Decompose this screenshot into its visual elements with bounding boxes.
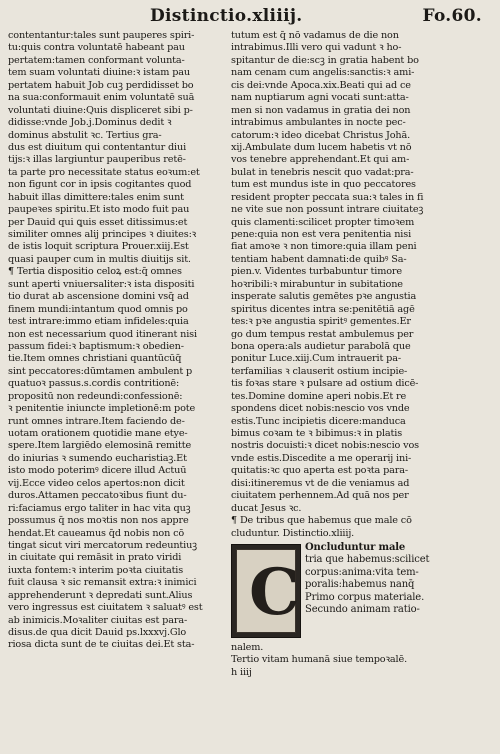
text-line: tio durat ab ascensione domini vsq̄ ad <box>8 291 189 303</box>
text-line: tria que habemus:scilicet <box>305 554 430 566</box>
text-line: go dum tempus restat ambulemus per <box>231 328 414 340</box>
text-line: fuit clausa ꝛ sic remansit extra:ꝛ inimici <box>8 577 197 589</box>
right-column <box>231 30 447 679</box>
text-line: dus est diuitum qui contentantur diui <box>8 141 187 153</box>
text-line: uotam orationem quotidie mane etye- <box>8 428 188 439</box>
text-line: quatuoꝛ passus.s.cordis contritionē: <box>8 378 180 390</box>
section-heading: Distinctio.xliiij. <box>150 6 303 26</box>
text-line: catorum:ꝛ ideo dicebat Christus Johā. <box>231 129 411 141</box>
text-line: contentantur:tales sunt pauperes spiri- <box>8 30 195 41</box>
text-line: resident propter peccata sua:ꝛ tales in fi <box>231 191 424 203</box>
text-line: hoꝛribili:ꝛ mirabuntur in subitatione <box>231 278 403 290</box>
text-line: disi:itineremus vt de die veniamus ad <box>231 477 410 489</box>
text-line: per Dauid qui ꝗuis esset ditissimus:et <box>8 216 188 228</box>
text-line: non figunt cor in ipsis cogitantes quod <box>8 179 192 191</box>
text-line: nalem. <box>231 641 264 653</box>
text-line: bulat in tenebris nescit quo vadat:pra- <box>231 166 414 178</box>
text-line: nam cenam cum angelis:sanctis:ꝛ ami- <box>231 67 415 79</box>
text-line: similiter omnes alij principes ꝛ diuites:ꝛ <box>8 229 197 240</box>
text-line: men si non vadamus in gratia dei non <box>231 104 411 116</box>
text-line: tentiam habent damnati:de quibꝰ Sa- <box>231 253 407 265</box>
text-line: cis dei:vnde Apoca.xix.Beati qui ad ce <box>231 79 411 91</box>
text-line: ¶ De tribus que habemus que male cō <box>231 515 412 527</box>
text-line: tem suam voluntati diuine:ꝛ istam pau <box>8 67 190 79</box>
woodcut-adjacent-text <box>305 542 447 617</box>
text-line: tum est mundus iste in quo peccatores <box>231 179 416 191</box>
text-line: ducat Jesus ꝛc. <box>231 502 302 514</box>
text-line: h iiij <box>231 666 252 678</box>
text-line: bimus coꝛam te ꝛ bibimus:ꝛ in platis <box>231 428 403 439</box>
text-line: ab inimicis.Moꝛaliter ciuitas est para- <box>8 614 188 626</box>
text-line: hendat.Et caueamus q̄d nobis non cō <box>8 527 185 539</box>
text-line: xij.Ambulate dum lucem habetis vt nō <box>231 141 412 153</box>
text-line: Primo corpus materiale. <box>305 591 425 603</box>
text-line: possumus q̄ nos moꝛtis non nos appre <box>8 515 189 527</box>
text-line: estis.Tunc incipietis dicere:manduca <box>231 415 406 427</box>
text-line: in ciuitate qui remāsit in prato viridi <box>8 552 182 564</box>
text-line: tijs:ꝛ illas largiuntur pauperibus retē- <box>8 154 186 166</box>
text-line: finem mundi:intantum quod omnis po <box>8 303 188 315</box>
text-line: vero ingressus est ciuitatem ꝛ saluatꝰ est <box>8 602 203 614</box>
text-line: pien.v. Videntes turbabuntur timore <box>231 266 402 278</box>
chapter-opening-line: Oncluduntur male <box>305 541 406 553</box>
text-line: disus.de qua dicit Dauid ps.lxxxvj.Glo <box>8 627 187 638</box>
text-line: terfamilias ꝛ clauserit ostium incipie- <box>231 365 408 377</box>
text-line: intrabimus.Illi vero qui vadunt ꝛ ho- <box>231 42 402 54</box>
text-line: cluduntur. Distinctio.xliiij. <box>231 527 355 539</box>
text-line: ri:faciamus ergo taliter in hac vita quꝫ <box>8 502 191 514</box>
text-line: propositū non redeundi:confessionē: <box>8 390 183 402</box>
text-line: spiritus dicentes intra se:penitētiā agē <box>231 303 415 315</box>
woodcut-initial-image <box>231 544 301 638</box>
text-line: pene:quia non est vera penitentia nisi <box>231 229 412 240</box>
text-line: corpus:anima:vita tem- <box>305 566 419 578</box>
text-line: do iniurias ꝛ sumendo eucharistiaꝫ.Et <box>8 452 187 464</box>
text-line: ta parte pro necessitate status eoꝛum:et <box>8 166 200 178</box>
text-line: runt omnes intrare.Item faciendo de- <box>8 415 185 427</box>
text-line: ne vite sue non possunt intrare ciuitateꝫ <box>231 204 424 216</box>
text-line: didisse:vnde Job.j.Dominus dedit ꝛ <box>8 117 172 129</box>
text-line: iuxta fontem:ꝛ interim poꝛta ciuitatis <box>8 564 184 576</box>
text-line: tie.Item omnes christiani quantūcūq̄ <box>8 353 182 365</box>
text-line: tis foꝛas stare ꝛ pulsare ad ostium dicē- <box>231 378 419 390</box>
text-line: passum fidei:ꝛ baptismum:ꝛ obedien- <box>8 340 184 352</box>
text-line: ¶ Tertia dispositio celoꝝ est:q̄ omnes <box>8 266 182 278</box>
text-line: test intrare:immo etiam infideles:quia <box>8 316 189 328</box>
text-line: dominus abstulit ꝛc. Tertius gra- <box>8 129 162 141</box>
text-line: vnde estis.Discedite a me operarij ini- <box>231 452 412 464</box>
text-line: vij.Ecce video celos apertos:non dicit <box>8 477 185 489</box>
text-line: quis clamenti:scilicet propter timoꝛem <box>231 216 415 228</box>
text-line: paupeꝛes spiritu.Et isto modo fuit pau <box>8 204 190 216</box>
running-head <box>150 6 482 30</box>
text-line: sunt aperti vniuersaliter:ꝛ ista dispositi <box>8 278 195 290</box>
woodcut-block <box>231 542 447 642</box>
text-line: nam nuptiarum agni vocati sunt:atta- <box>231 92 409 104</box>
text-line: apprehenderunt ꝛ depredati sunt.Alius <box>8 589 193 601</box>
text-line: sint peccatores:dūmtamen ambulent p <box>8 365 193 377</box>
left-column <box>8 30 224 652</box>
text-line: poralis:habemus nanq̄ <box>305 579 415 591</box>
text-line: tingat sicut viri mercatorum redeuntiuꝫ <box>8 539 197 551</box>
text-line: riosa dicta sunt de te ciuitas dei.Et sta- <box>8 639 195 651</box>
text-line: habuit illas dimittere:tales enim sunt <box>8 191 184 203</box>
text-line: tutum est q̄ nō vadamus de die non <box>231 30 399 41</box>
text-line: quitatis:ꝛc quo aperta est poꝛta para- <box>231 465 408 477</box>
text-line: nostris docuisti:ꝛ dicet nobis:nescio vos <box>231 440 419 452</box>
text-line: pertatem:tamen conformant volunta- <box>8 54 185 66</box>
text-line: spitantur de die:scꝫ in gratia habent bo <box>231 54 419 66</box>
text-line: isto modo poterimꝰ dicere illud Actuū <box>8 465 187 477</box>
text-line: ciuitatem perhennem.Ad quā nos per <box>231 490 409 502</box>
folio-number: Fo.60. <box>422 6 482 26</box>
text-line: pertatem habuit Job cuꝫ perdidisset bo <box>8 79 194 91</box>
text-line: tes.Domine domine aperi nobis.Et re <box>231 390 407 402</box>
text-line: insperate salutis gemētes pꝛe angustia <box>231 291 417 303</box>
text-line: tu:quis contra voluntatē habeant pau <box>8 42 185 54</box>
text-line: voluntati diuine:Quis displiceret sibi p- <box>8 104 193 116</box>
text-line: Secundo animam ratio- <box>305 604 420 616</box>
text-line: Tertio vitam humanā siue tempoꝛalē. <box>231 654 408 666</box>
text-line: spere.Item largiēdo elemosinā remitte <box>8 440 192 452</box>
text-line: spondens dicet nobis:nescio vos vnde <box>231 403 410 415</box>
text-line: quasi pauper cum in multis diuitijs sit. <box>8 253 191 265</box>
text-line: intrabimus ambulantes in nocte pec- <box>231 117 406 129</box>
text-line: de istis loquit scriptura Prouer.xiij.Est <box>8 241 189 253</box>
right-column-closing-text <box>231 642 447 679</box>
text-line: ponitur Luce.xiij.Cum intrauerit pa- <box>231 353 401 365</box>
text-line: duros.Attamen peccatoꝛibus fiunt du- <box>8 490 187 502</box>
text-line: ꝛ penitentie iniuncte impletionē:m pote <box>8 403 196 415</box>
text-line: bona opera:als audietur parabolā que <box>231 340 411 352</box>
text-line: na sua:conformauit enim voluntatē suā <box>8 92 195 104</box>
text-line: non est necessarium quod itinerant nisi <box>8 328 197 340</box>
text-line: tes:ꝛ pꝛe angustia spiritꝰ gementes.Er <box>231 316 411 328</box>
right-column-text <box>231 30 447 540</box>
text-line: fiat amoꝛe ꝛ non timore:quia illam peni <box>231 241 417 253</box>
text-line: vos tenebre apprehendant.Et qui am- <box>231 154 410 166</box>
decorated-initial: C <box>249 554 300 630</box>
